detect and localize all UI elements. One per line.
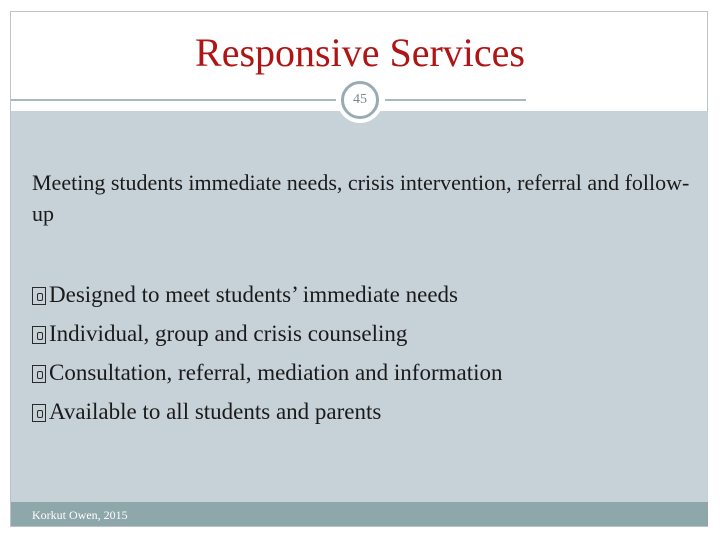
bullet-text: Consultation, referral, mediation and information bbox=[49, 360, 503, 385]
bullet-text: Available to all students and parents bbox=[49, 399, 382, 424]
box-bullet-icon bbox=[32, 287, 46, 305]
title-divider-right bbox=[385, 99, 526, 101]
bullet-text: Individual, group and crisis counseling bbox=[49, 321, 408, 346]
bullet-text: Designed to meet students’ immediate needs bbox=[49, 282, 458, 307]
bullet-item bbox=[32, 353, 503, 392]
page-number-badge bbox=[341, 81, 379, 119]
title-divider-left bbox=[11, 99, 336, 101]
box-bullet-icon bbox=[32, 404, 46, 422]
bullet-item bbox=[32, 392, 503, 431]
intro-text: Meeting students immediate needs, crisis intervention, referral and follow-up bbox=[32, 170, 690, 226]
box-bullet-icon bbox=[32, 365, 46, 383]
slide-title: Responsive Services bbox=[195, 30, 525, 75]
bullet-item bbox=[32, 314, 503, 353]
footer-credit: Korkut Owen, 2015 bbox=[32, 508, 128, 522]
bullet-list bbox=[32, 275, 503, 431]
box-bullet-icon bbox=[32, 326, 46, 344]
bullet-item bbox=[32, 275, 503, 314]
page-number: 45 bbox=[353, 92, 367, 107]
